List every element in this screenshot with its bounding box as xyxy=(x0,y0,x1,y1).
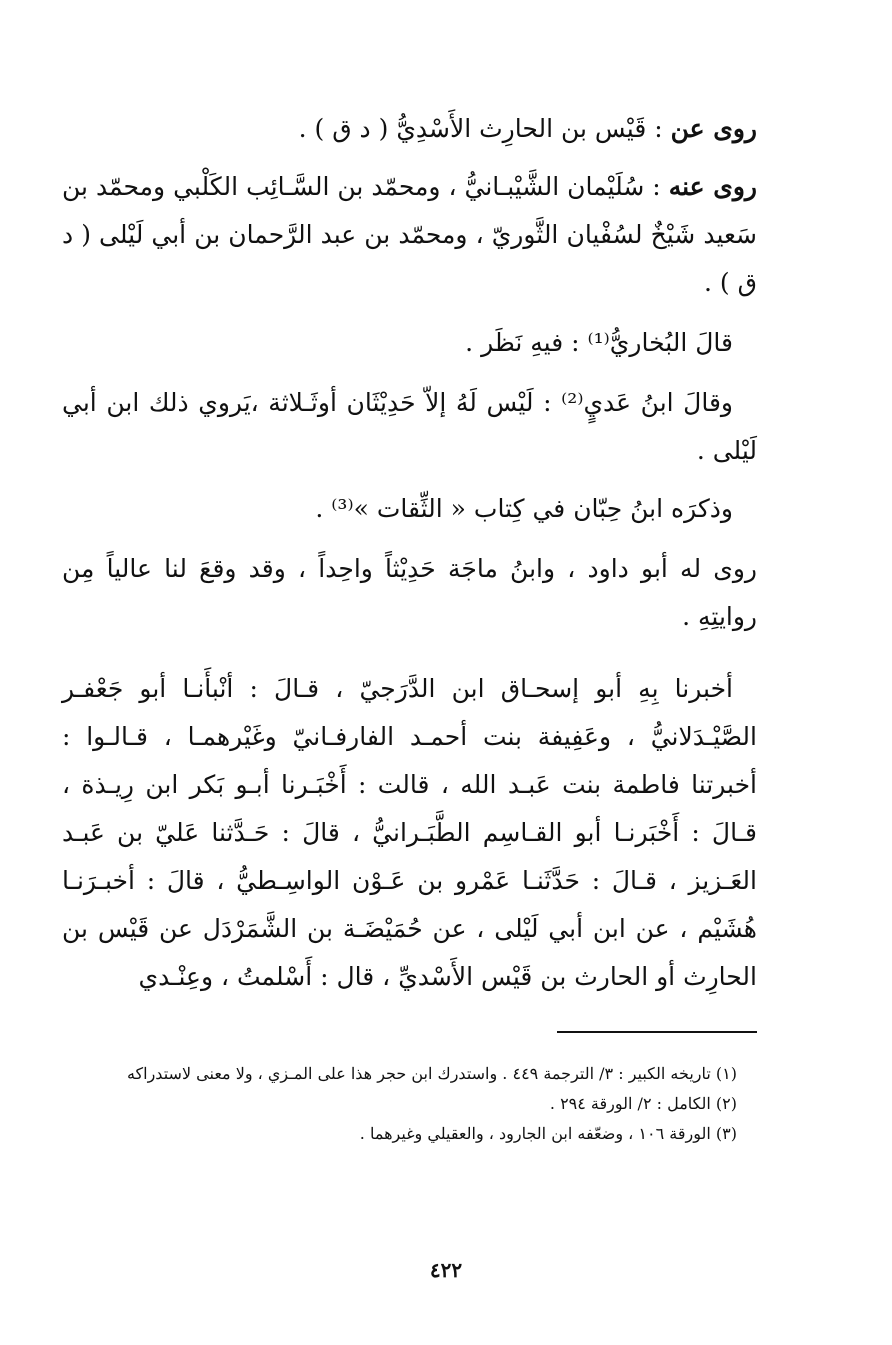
book-page xyxy=(62,95,757,1295)
narration-note: روى له أبو داود ، وابنُ ماجَة حَدِيْثاً واحِداً ، وقد وقعَ لنا عالياً مِن روايتِهِ . xyxy=(62,554,757,631)
narrated-by-entry xyxy=(62,163,757,307)
ibn-hibban-statement: وذكرَه ابنُ حِبّان في كِتاب « الثِّقات »⁽³⁾ . xyxy=(315,494,733,523)
narrated-from-entry xyxy=(62,105,757,153)
isnad-paragraph: أخبرنا بِهِ أبو إسحـاق ابن الدَّرَجيّ ، قـالَ : أنْبأَنـا أبو جَعْفـر الصَّيْـدَلانيُّ ، وعَفِيفة بنت أحمـد الفارفـانيّ وغَيْرهمـا ، قـالـوا : أخبرتنا فاطمة بنت عَبـد الله ، قالت : أَخْبَـرنا أبـو بَكر ابن رِيـذة ، قـالَ : أَخْبَرنـا أبو القـاسِم الطَّبَـرانيُّ ، قالَ : حَـدَّثنا عَليّ بن عَبـد العَـزيز ، قـالَ : حَدَّثَنـا عَمْرو بن عَـوْن الواسِـطيُّ ، قالَ : أخبـرَنـا هُشَيْم ، عن ابن أبي لَيْلى ، عن حُمَيْضَـة بن الشَّمَرْدَل عن قَيْس بن الحارِث أو الحارث بن قَيْس الأَسْديِّ ، قال : أَسْلمتُ ، وعِنْـدي xyxy=(62,674,757,991)
ibn-adi-statement: وقالَ ابنُ عَديٍ⁽²⁾ : لَيْس لَهُ إلاّ حَدِيْثَان أوثَـلاثة ،يَروي ذلك ابن أبي لَيْلى . xyxy=(62,388,757,465)
narrated-from-text: : قَيْس بن الحارِث الأَسْدِيُّ ( د ق ) . xyxy=(298,114,663,143)
footnote-3: (٣) الورقة ١٠٦ ، وضعّفه ابن الجارود ، والعقيلي وغيرهما . xyxy=(359,1124,737,1143)
footnotes xyxy=(62,1059,757,1149)
bukhari-statement: قالَ البُخاريُّ⁽¹⁾ : فيهِ نَظَر . xyxy=(465,328,733,357)
footnote-divider xyxy=(557,1031,757,1033)
page-number: ٤٢٢ xyxy=(429,1258,463,1282)
narrated-by-label: روى عنه xyxy=(668,172,758,201)
narrated-by-text: : سُلَيْمان الشَّيْبـانيُّ ، ومحمّد بن السَّـائِب الكَلْبي ومحمّد بن سَعيد شَيْخٌ لسُفْيان الثَّوريّ ، ومحمّد بن عبد الرَّحمان بن أبي لَيْلى ( د ق ) . xyxy=(62,172,757,297)
footnote-2: (٢) الكامل : ٢/ الورقة ٢٩٤ . xyxy=(549,1094,737,1113)
footnote-1: (١) تاريخه الكبير : ٣/ الترجمة ٤٤٩ . واستدرك ابن حجر هذا على المـزي ، ولا معنى لاستدراكه xyxy=(126,1064,737,1083)
narrated-from-label: روى عن xyxy=(670,114,757,143)
